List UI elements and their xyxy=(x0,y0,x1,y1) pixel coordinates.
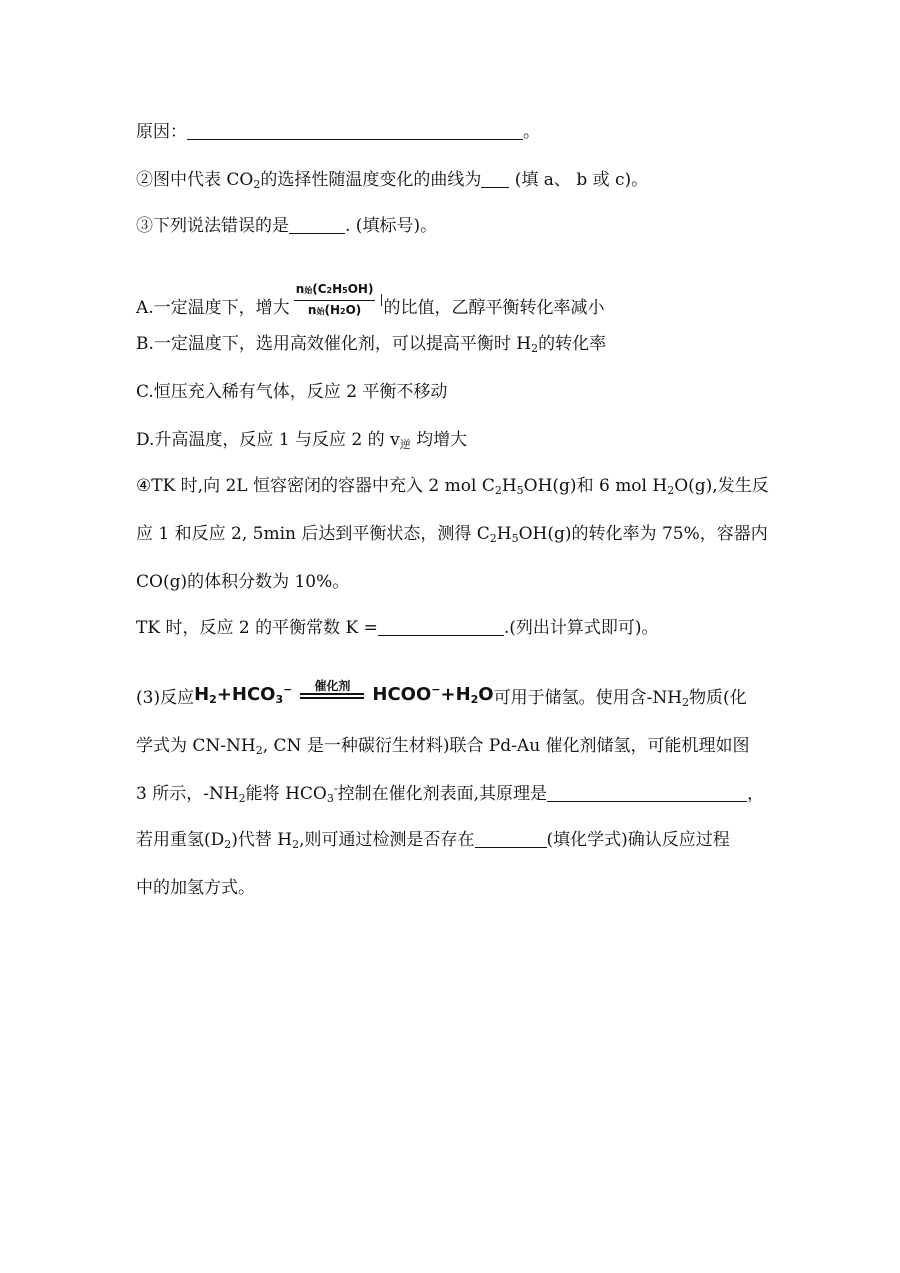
reaction-equation: $H_2+HCO_3^-$ 催化剂 $HCOO^-+H_2O$ xyxy=(194,678,494,706)
answer-blank[interactable] xyxy=(289,217,345,234)
answer-blank[interactable] xyxy=(187,123,523,140)
question-4-line3: CO(g)的体积分数为 10%。 xyxy=(136,572,350,592)
ratio-fraction: $\frac{\text{n始(C2H5OH)}}{\text{n始(H2O)}}$ xyxy=(295,282,374,317)
reason-line: 原因： 。 xyxy=(136,122,540,142)
option-a: A.一定温度下，增大 $\frac{\text{n始(C2H5OH)}}{\text{n始(H2O)}}$ |的比值，乙醇平衡转化率减小 xyxy=(136,282,605,318)
answer-blank[interactable] xyxy=(547,785,747,802)
option-b: B.一定温度下，选用高效催化剂，可以提高平衡时 $H_2$的转化率 xyxy=(136,334,607,355)
question-3-line3: 3 所示，$-NH_2$能将 $HCO_3^-$控制在催化剂表面,其原理是 ， xyxy=(136,782,764,805)
answer-blank[interactable] xyxy=(481,171,509,188)
option-c: C.恒压充入稀有气体，反应 2 平衡不移动 xyxy=(136,382,448,402)
question-2: ②图中代表 $CO_2$的选择性随温度变化的曲线为 (填 a、 b 或 c)。 xyxy=(136,170,649,191)
catalyst-arrow: 催化剂 xyxy=(300,679,364,699)
answer-blank[interactable] xyxy=(475,831,547,848)
question-4-line4: TK 时，反应 2 的平衡常数 K = .(列出计算式即可)。 xyxy=(136,618,659,638)
question-3-line1: (3)反应$H_2+HCO_3^-$ 催化剂 $HCOO^-+H_2O$可用于储氢。使用含$-NH_2$物质(化 xyxy=(136,678,747,709)
question-4-line2: 应 1 和反应 2, 5min 后达到平衡状态，测得 $C_2H_5OH(g)$的转化率为 75%，容器内 xyxy=(136,524,768,545)
answer-blank[interactable] xyxy=(378,619,504,636)
question-3-line4: 若用重氢$(D_2)$代替 $H_2$,则可通过检测是否存在 (填化学式)确认反应过程 xyxy=(136,830,730,851)
question-3-line5: 中的加氢方式。 xyxy=(136,878,255,898)
question-3-line2: 学式为 $CN-NH_2$, CN 是一种碳衍生材料)联合 Pd-Au 催化剂储氢，可能机理如图 xyxy=(136,736,750,757)
option-d: D.升高温度，反应 1 与反应 2 的 $v_逆$ 均增大 xyxy=(136,430,468,451)
question-4-line1: ④TK 时,向 2L 恒容密闭的容器中充入 2 mol $C_2H_5OH(g)$和 6 mol $H_2O(g)$,发生反 xyxy=(136,476,769,497)
question-3: ③下列说法错误的是 . (填标号)。 xyxy=(136,216,438,236)
